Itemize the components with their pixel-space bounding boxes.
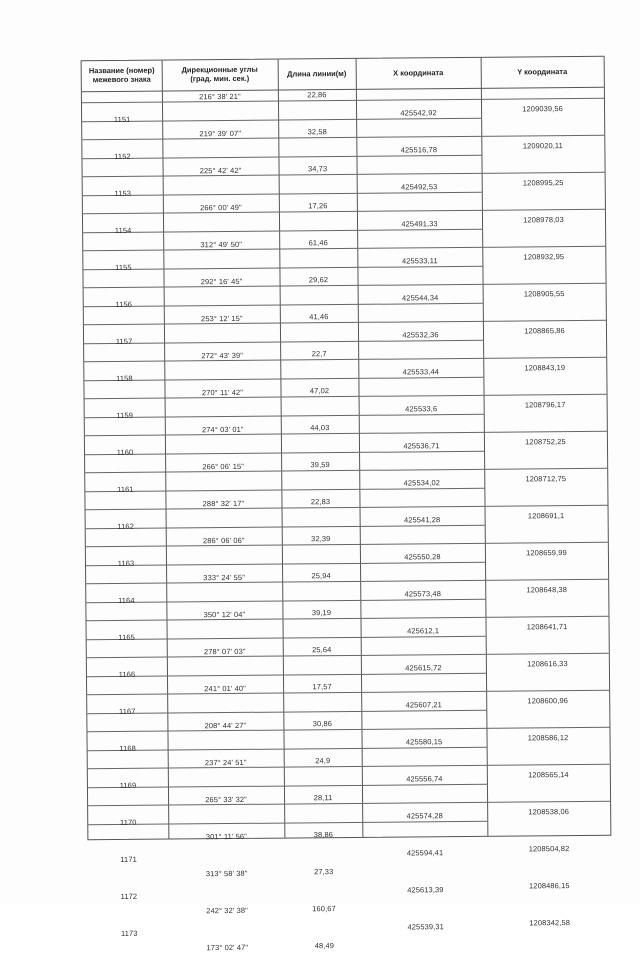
segment-length: 39,19 bbox=[311, 608, 332, 618]
point-x: 425550,28 bbox=[404, 552, 441, 562]
coordinates-table bbox=[81, 56, 612, 953]
point-name: 1152 bbox=[114, 151, 131, 162]
point-name: 1156 bbox=[115, 299, 133, 310]
segment-length: 17,26 bbox=[308, 201, 328, 211]
segment-angle: 333° 24' 55" bbox=[203, 572, 245, 583]
point-name: 1169 bbox=[119, 780, 137, 790]
point-y: 1209039,56 bbox=[522, 104, 563, 114]
segment-angle: 274° 03' 01" bbox=[201, 424, 244, 435]
segment-length: 34,73 bbox=[307, 164, 328, 174]
point-y: 1209020,11 bbox=[522, 141, 563, 151]
point-name: 1160 bbox=[116, 447, 134, 458]
point-y: 1208616,33 bbox=[527, 659, 568, 669]
segment-length: 44,03 bbox=[310, 423, 330, 433]
segment-angle: 241° 01' 40" bbox=[204, 683, 246, 694]
point-x: 425533,44 bbox=[402, 367, 440, 377]
point-x: 425556,74 bbox=[406, 774, 443, 784]
segment-angle: 265° 33' 32" bbox=[205, 794, 247, 805]
point-x: 425516,78 bbox=[400, 145, 438, 155]
point-name: 1158 bbox=[116, 373, 133, 384]
segment-angle: 292° 16' 45" bbox=[200, 276, 243, 287]
header-name: Название (номер) межевого знака bbox=[88, 66, 155, 85]
point-name: 1172 bbox=[120, 891, 138, 901]
segment-length: 32,39 bbox=[311, 534, 331, 544]
point-x: 425607,21 bbox=[405, 700, 442, 710]
point-y: 1208586,12 bbox=[527, 733, 569, 743]
point-name: 1170 bbox=[119, 817, 137, 827]
segment-length: 41,46 bbox=[309, 312, 329, 322]
point-x: 425573,48 bbox=[404, 589, 441, 599]
point-x: 425542,92 bbox=[400, 108, 437, 118]
point-name: 1157 bbox=[115, 336, 133, 347]
point-y: 1208641,71 bbox=[526, 622, 568, 632]
segment-angle: 266° 00' 49" bbox=[200, 202, 242, 213]
segment-angle: 278° 07' 03" bbox=[203, 646, 246, 657]
segment-angle: 313° 58' 38" bbox=[205, 868, 248, 879]
point-x: 425533,11 bbox=[401, 256, 438, 266]
point-x: 425580,15 bbox=[405, 737, 443, 747]
point-x: 425539,31 bbox=[407, 922, 444, 932]
point-y: 1208504,82 bbox=[528, 844, 570, 854]
point-y: 1208691,1 bbox=[527, 511, 565, 521]
header-angle: Дирекционные углы (град. мин. сек.) bbox=[181, 65, 258, 84]
point-name: 1151 bbox=[113, 114, 131, 125]
point-name: 1164 bbox=[118, 595, 135, 605]
header-x: X координата bbox=[393, 67, 444, 78]
segment-length: 29,62 bbox=[308, 275, 329, 285]
point-y: 1208932,95 bbox=[523, 252, 565, 262]
point-y: 1208565,14 bbox=[528, 770, 569, 780]
point-name: 1171 bbox=[120, 854, 137, 864]
segment-length: 22,86 bbox=[307, 90, 327, 100]
segment-length: 27,33 bbox=[314, 867, 334, 877]
point-name: 1155 bbox=[115, 262, 132, 273]
segment-angle: 253° 12' 15" bbox=[200, 313, 243, 324]
point-name: 1167 bbox=[118, 706, 136, 716]
segment-length: 61,46 bbox=[308, 238, 328, 248]
point-x: 425534,02 bbox=[403, 478, 441, 488]
header-y: Y координата bbox=[517, 66, 568, 77]
point-y: 1208648,38 bbox=[526, 585, 568, 595]
header-length: Длина линии(м) bbox=[287, 68, 347, 79]
segment-angle: 216° 38' 21" bbox=[199, 91, 241, 102]
point-x: 425541,28 bbox=[403, 515, 441, 525]
point-name: 1153 bbox=[114, 188, 132, 199]
segment-angle: 242° 32' 38" bbox=[206, 905, 248, 916]
point-y: 1208712,75 bbox=[525, 474, 567, 484]
point-y: 1208843,19 bbox=[524, 363, 566, 373]
point-y: 1208600,96 bbox=[527, 696, 569, 706]
point-x: 425612,1 bbox=[407, 626, 440, 636]
segment-length: 160,67 bbox=[312, 904, 336, 914]
segment-angle: 173° 02' 47" bbox=[206, 942, 249, 953]
segment-length: 25,64 bbox=[312, 645, 332, 655]
segment-length: 32,58 bbox=[307, 127, 327, 137]
segment-angle: 272° 43' 39" bbox=[201, 350, 244, 361]
point-x: 425536,71 bbox=[403, 441, 440, 451]
point-name: 1166 bbox=[118, 669, 136, 679]
segment-angle: 237° 24' 51" bbox=[204, 757, 247, 768]
segment-length: 25,94 bbox=[311, 571, 331, 581]
segment-length: 38,86 bbox=[313, 830, 334, 840]
point-y: 1208796,17 bbox=[524, 400, 566, 410]
point-y: 1208342,58 bbox=[529, 918, 571, 928]
segment-angle: 301° 11' 56" bbox=[205, 831, 247, 842]
point-x: 425615,72 bbox=[405, 663, 442, 673]
segment-angle: 225° 42' 42" bbox=[199, 165, 242, 176]
point-y: 1208905,55 bbox=[523, 289, 565, 299]
point-x: 425594,41 bbox=[406, 848, 444, 858]
point-x: 425544,34 bbox=[401, 293, 439, 303]
point-x: 425613,39 bbox=[407, 885, 444, 895]
segment-angle: 312° 49' 50" bbox=[200, 239, 243, 250]
point-x: 425532,36 bbox=[402, 330, 439, 340]
segment-length: 22,83 bbox=[310, 497, 331, 507]
point-name: 1154 bbox=[114, 225, 132, 236]
point-name: 1168 bbox=[119, 743, 136, 753]
point-x: 425492,53 bbox=[400, 182, 438, 192]
segment-angle: 270° 11' 42" bbox=[201, 387, 244, 398]
segment-length: 48,49 bbox=[314, 941, 335, 951]
segment-length: 28,11 bbox=[313, 793, 333, 803]
point-x: 425491,33 bbox=[401, 219, 438, 229]
point-y: 1208486,15 bbox=[528, 881, 570, 891]
segment-length: 22,7 bbox=[311, 349, 327, 359]
point-name: 1159 bbox=[116, 410, 134, 421]
point-name: 1173 bbox=[120, 928, 138, 938]
point-y: 1208752,25 bbox=[525, 437, 566, 447]
segment-angle: 288° 32' 17" bbox=[202, 498, 245, 509]
segment-length: 47,02 bbox=[309, 386, 330, 396]
point-name: 1162 bbox=[117, 521, 134, 531]
point-y: 1208995,25 bbox=[522, 178, 564, 188]
point-name: 1163 bbox=[117, 558, 135, 568]
point-x: 425574,28 bbox=[406, 811, 443, 821]
point-name: 1165 bbox=[118, 632, 135, 642]
segment-angle: 219° 39' 07" bbox=[199, 128, 242, 139]
point-x: 425533,6 bbox=[405, 404, 438, 414]
segment-length: 39,59 bbox=[310, 460, 330, 470]
segment-angle: 208° 44' 27" bbox=[204, 720, 247, 731]
point-name: 1161 bbox=[117, 484, 134, 494]
point-y: 1208659,99 bbox=[526, 548, 567, 558]
segment-length: 24,9 bbox=[315, 756, 331, 766]
segment-angle: 350° 12' 04" bbox=[203, 609, 246, 620]
point-y: 1208865,86 bbox=[524, 326, 565, 336]
segment-length: 30,86 bbox=[312, 719, 333, 729]
segment-length: 17,57 bbox=[312, 682, 332, 692]
point-y: 1208538,06 bbox=[528, 807, 570, 817]
point-y: 1208978,03 bbox=[523, 215, 564, 225]
segment-angle: 266° 06' 15" bbox=[202, 461, 245, 472]
segment-angle: 286° 06' 06" bbox=[202, 535, 245, 546]
